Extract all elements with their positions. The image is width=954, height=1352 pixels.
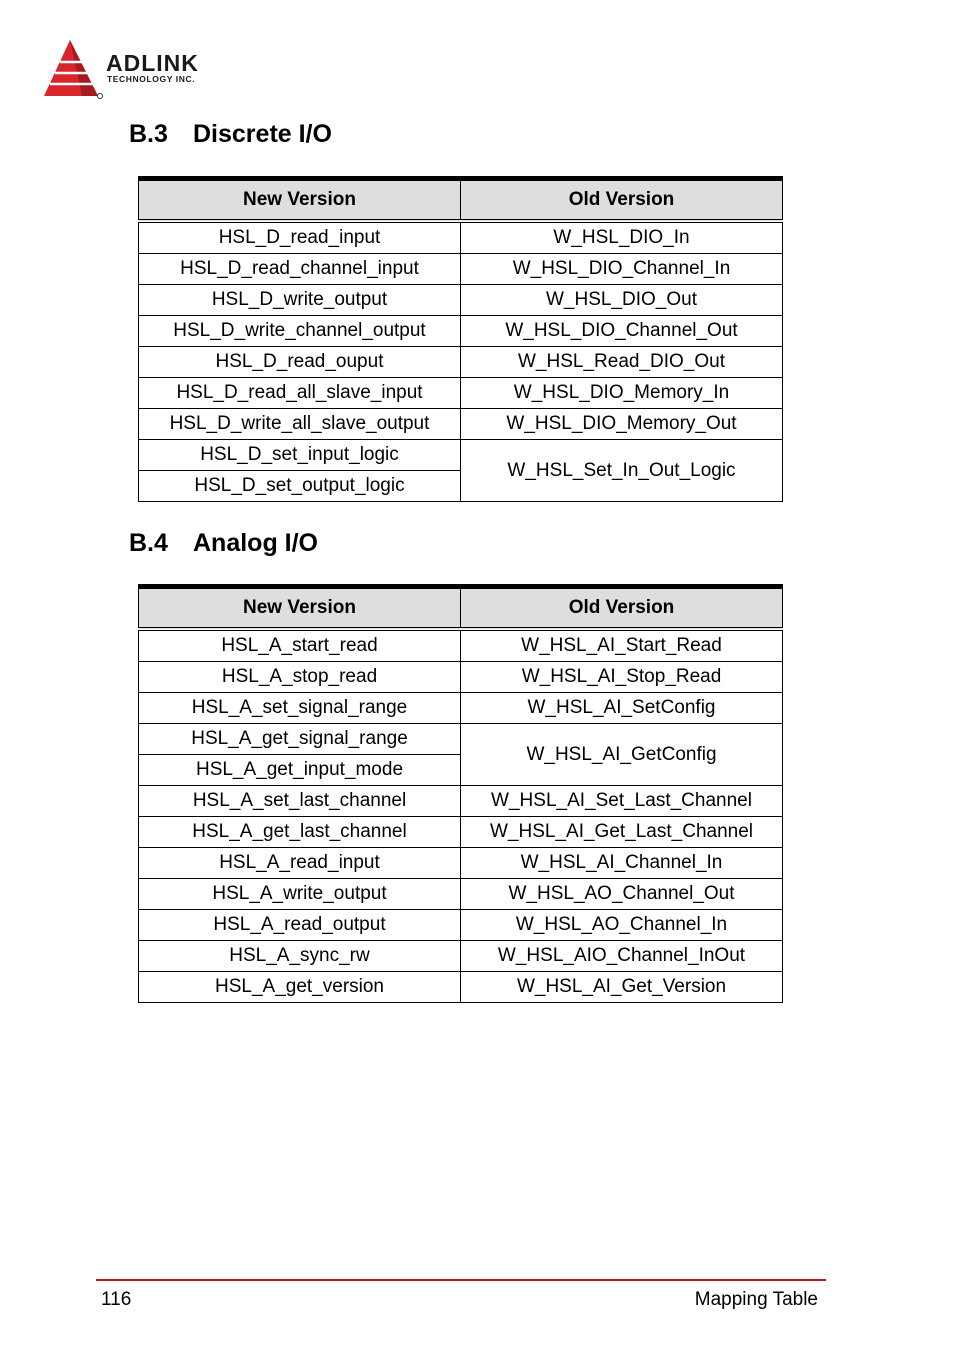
table-row <box>139 221 783 254</box>
table-row <box>139 254 783 285</box>
discrete-io-mapping-table <box>138 176 783 502</box>
adlink-logo <box>42 38 232 100</box>
new-version-cell: HSL_A_start_read <box>139 629 461 662</box>
column-header-old-version: Old Version <box>461 179 783 222</box>
footer-chapter-title: Mapping Table <box>694 1289 818 1310</box>
new-version-cell: HSL_A_read_input <box>139 848 461 879</box>
old-version-cell: W_HSL_DIO_In <box>461 221 783 254</box>
table-header-row <box>139 587 783 630</box>
old-version-cell: W_HSL_DIO_Channel_In <box>461 254 783 285</box>
new-version-cell: HSL_D_read_channel_input <box>139 254 461 285</box>
old-version-cell: W_HSL_DIO_Memory_Out <box>461 409 783 440</box>
old-version-cell: W_HSL_AI_Start_Read <box>461 629 783 662</box>
table-row <box>139 662 783 693</box>
new-version-cell: HSL_D_write_channel_output <box>139 316 461 347</box>
new-version-cell: HSL_A_set_last_channel <box>139 786 461 817</box>
table-row <box>139 879 783 910</box>
table-row <box>139 848 783 879</box>
new-version-cell: HSL_D_write_all_slave_output <box>139 409 461 440</box>
column-header-new-version: New Version <box>139 179 461 222</box>
new-version-cell: HSL_A_read_output <box>139 910 461 941</box>
new-version-cell: HSL_A_set_signal_range <box>139 693 461 724</box>
table-row <box>139 941 783 972</box>
old-version-cell: W_HSL_DIO_Channel_Out <box>461 316 783 347</box>
section-heading-analog-io <box>129 529 318 558</box>
logo-wordmark: ADLINK <box>106 50 199 76</box>
old-version-cell: W_HSL_Read_DIO_Out <box>461 347 783 378</box>
old-version-cell: W_HSL_AI_Set_Last_Channel <box>461 786 783 817</box>
table-row <box>139 786 783 817</box>
old-version-cell: W_HSL_AI_SetConfig <box>461 693 783 724</box>
adlink-pyramid-icon <box>42 38 106 100</box>
table-row <box>139 910 783 941</box>
table-row <box>139 347 783 378</box>
new-version-cell: HSL_D_read_ouput <box>139 347 461 378</box>
old-version-cell-merged: W_HSL_Set_In_Out_Logic <box>461 440 783 502</box>
section-title: Analog I/O <box>193 529 318 557</box>
old-version-cell: W_HSL_DIO_Out <box>461 285 783 316</box>
column-header-new-version: New Version <box>139 587 461 630</box>
table-row <box>139 817 783 848</box>
analog-io-mapping-table <box>138 584 783 1003</box>
table-header-row <box>139 179 783 222</box>
table-row <box>139 409 783 440</box>
old-version-cell: W_HSL_DIO_Memory_In <box>461 378 783 409</box>
table-row <box>139 724 783 755</box>
table-row <box>139 378 783 409</box>
table-row <box>139 693 783 724</box>
new-version-cell: HSL_A_get_signal_range <box>139 724 461 755</box>
section-heading-discrete-io <box>129 120 332 149</box>
old-version-cell: W_HSL_AI_Get_Last_Channel <box>461 817 783 848</box>
old-version-cell: W_HSL_AIO_Channel_InOut <box>461 941 783 972</box>
new-version-cell: HSL_D_read_input <box>139 221 461 254</box>
new-version-cell: HSL_A_sync_rw <box>139 941 461 972</box>
old-version-cell: W_HSL_AI_Get_Version <box>461 972 783 1003</box>
page-number: 116 <box>101 1289 132 1310</box>
section-number: B.3 <box>129 120 168 148</box>
table-row <box>139 316 783 347</box>
table-row <box>139 629 783 662</box>
new-version-cell: HSL_A_get_last_channel <box>139 817 461 848</box>
new-version-cell: HSL_A_stop_read <box>139 662 461 693</box>
new-version-cell: HSL_D_read_all_slave_input <box>139 378 461 409</box>
table-row <box>139 440 783 471</box>
table-row <box>139 285 783 316</box>
footer-divider <box>96 1279 826 1281</box>
old-version-cell-merged: W_HSL_AI_GetConfig <box>461 724 783 786</box>
section-title: Discrete I/O <box>193 120 332 148</box>
new-version-cell: HSL_D_set_input_logic <box>139 440 461 471</box>
column-header-old-version: Old Version <box>461 587 783 630</box>
new-version-cell: HSL_A_write_output <box>139 879 461 910</box>
new-version-cell: HSL_D_set_output_logic <box>139 471 461 502</box>
new-version-cell: HSL_D_write_output <box>139 285 461 316</box>
new-version-cell: HSL_A_get_input_mode <box>139 755 461 786</box>
old-version-cell: W_HSL_AI_Channel_In <box>461 848 783 879</box>
section-number: B.4 <box>129 529 168 557</box>
logo-subtitle: TECHNOLOGY INC. <box>107 74 196 84</box>
old-version-cell: W_HSL_AI_Stop_Read <box>461 662 783 693</box>
old-version-cell: W_HSL_AO_Channel_Out <box>461 879 783 910</box>
old-version-cell: W_HSL_AO_Channel_In <box>461 910 783 941</box>
new-version-cell: HSL_A_get_version <box>139 972 461 1003</box>
table-row <box>139 972 783 1003</box>
